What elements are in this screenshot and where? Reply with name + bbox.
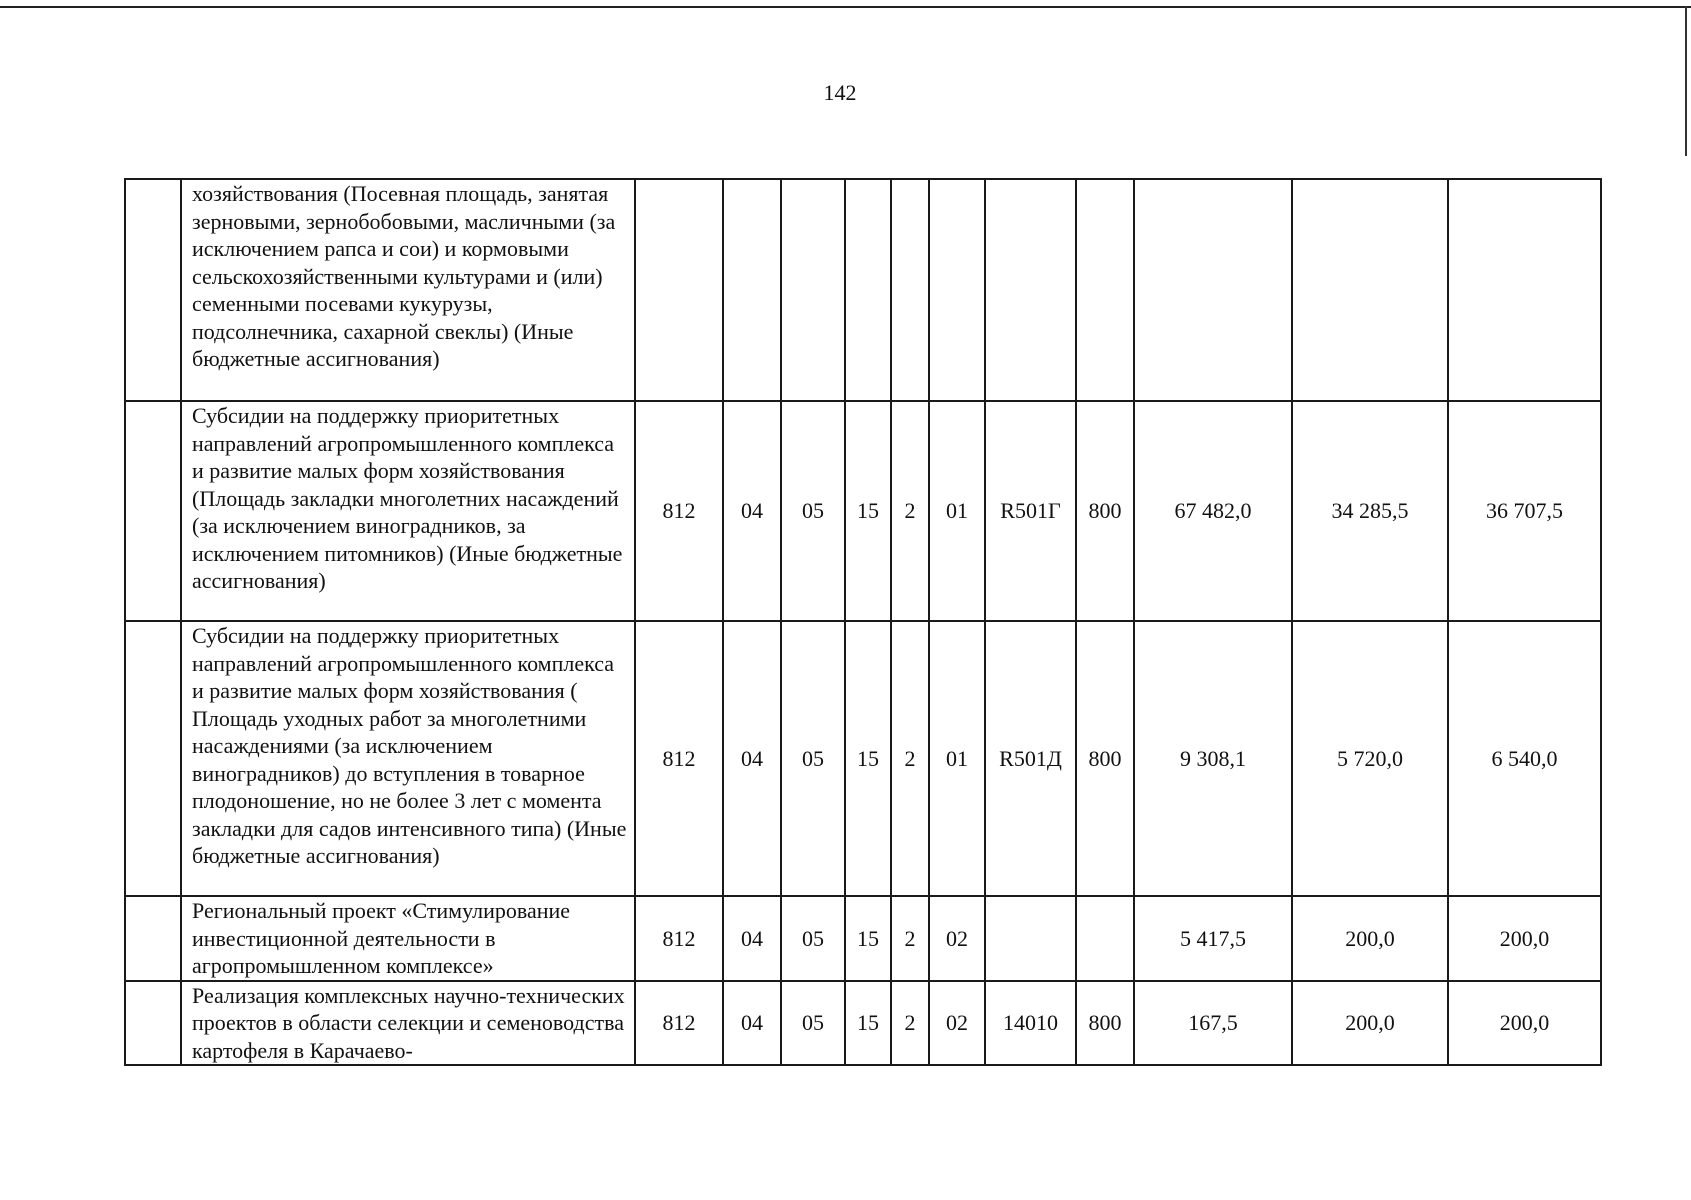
vr-cell: 800 [1076,401,1134,621]
cs-direction-cell [985,896,1076,981]
rz-cell: 04 [723,896,781,981]
table-row [125,179,1601,401]
table-row [125,896,1601,981]
cs-subprogram-cell: 2 [891,896,929,981]
rz-cell [723,179,781,401]
sum-year3-cell: 200,0 [1448,896,1601,981]
row-index-cell [125,621,181,896]
rz-cell: 04 [723,981,781,1066]
cs-subprogram-cell [891,179,929,401]
sum-year1-cell: 167,5 [1134,981,1292,1066]
cs-event-cell: 01 [929,621,985,896]
sum-year1-cell: 9 308,1 [1134,621,1292,896]
cs-program-cell: 15 [845,981,891,1066]
vr-cell [1076,179,1134,401]
cs-program-cell: 15 [845,621,891,896]
pr-cell: 05 [781,981,845,1066]
pr-cell [781,179,845,401]
right-scan-edge [1685,6,1687,156]
row-index-cell [125,896,181,981]
pr-cell: 05 [781,896,845,981]
pr-cell: 05 [781,621,845,896]
cs-program-cell: 15 [845,896,891,981]
sum-year2-cell: 200,0 [1292,981,1448,1066]
ved-cell: 812 [635,401,723,621]
pr-cell: 05 [781,401,845,621]
vr-cell [1076,896,1134,981]
table-row [125,401,1601,621]
cs-event-cell: 01 [929,401,985,621]
row-index-cell [125,179,181,401]
budget-table [124,178,1602,1066]
row-index-cell [125,981,181,1066]
ved-cell: 812 [635,981,723,1066]
cs-event-cell: 02 [929,896,985,981]
sum-year1-cell: 67 482,0 [1134,401,1292,621]
cs-direction-cell [985,179,1076,401]
sum-year3-cell: 200,0 [1448,981,1601,1066]
description-cell: Субсидии на поддержку приоритетных направлений агропромышленного комплекса и развитие малых форм хозяйствования ( Площадь уходных работ за многолетними насаждениями (за исключением виноградников) до вступления в товарное плодоношение, но не более 3 лет с момента закладки для садов интенсивного типа) (Иные бюджетные ассигнования) [181,621,635,896]
description-cell: Региональный проект «Стимулирование инвестиционной деятельности в агропромышленном комплексе» [181,896,635,981]
sum-year1-cell [1134,179,1292,401]
cs-program-cell [845,179,891,401]
sum-year3-cell: 6 540,0 [1448,621,1601,896]
ved-cell: 812 [635,896,723,981]
cs-subprogram-cell: 2 [891,401,929,621]
cs-program-cell: 15 [845,401,891,621]
sum-year3-cell: 36 707,5 [1448,401,1601,621]
cs-direction-cell: R501Д [985,621,1076,896]
page-number: 142 [823,80,857,105]
sum-year2-cell: 200,0 [1292,896,1448,981]
cs-direction-cell: R501Г [985,401,1076,621]
description-cell: Реализация комплексных научно-технических проектов в области селекции и семеноводства картофеля в Карачаево- [181,981,635,1066]
vr-cell: 800 [1076,621,1134,896]
row-index-cell [125,401,181,621]
vr-cell: 800 [1076,981,1134,1066]
ved-cell [635,179,723,401]
rz-cell: 04 [723,621,781,896]
sum-year2-cell: 34 285,5 [1292,401,1448,621]
rz-cell: 04 [723,401,781,621]
sum-year1-cell: 5 417,5 [1134,896,1292,981]
top-scan-rule [0,6,1691,8]
table-row [125,981,1601,1066]
description-cell: хозяйствования (Посевная площадь, занятая зерновыми, зернобобовыми, масличными (за исключением рапса и сои) и кормовыми сельскохозяйственными культурами и (или) семенными посевами кукурузы, подсолнечника, сахарной свеклы) (Иные бюджетные ассигнования) [181,179,635,401]
ved-cell: 812 [635,621,723,896]
table-row [125,621,1601,896]
cs-direction-cell: 14010 [985,981,1076,1066]
cs-event-cell: 02 [929,981,985,1066]
cs-subprogram-cell: 2 [891,621,929,896]
sum-year2-cell [1292,179,1448,401]
sum-year2-cell: 5 720,0 [1292,621,1448,896]
cs-subprogram-cell: 2 [891,981,929,1066]
cs-event-cell [929,179,985,401]
sum-year3-cell [1448,179,1601,401]
description-cell: Субсидии на поддержку приоритетных направлений агропромышленного комплекса и развитие малых форм хозяйствования (Площадь закладки многолетних насаждений (за исключением виноградников, за исключением питомников) (Иные бюджетные ассигнования) [181,401,635,621]
